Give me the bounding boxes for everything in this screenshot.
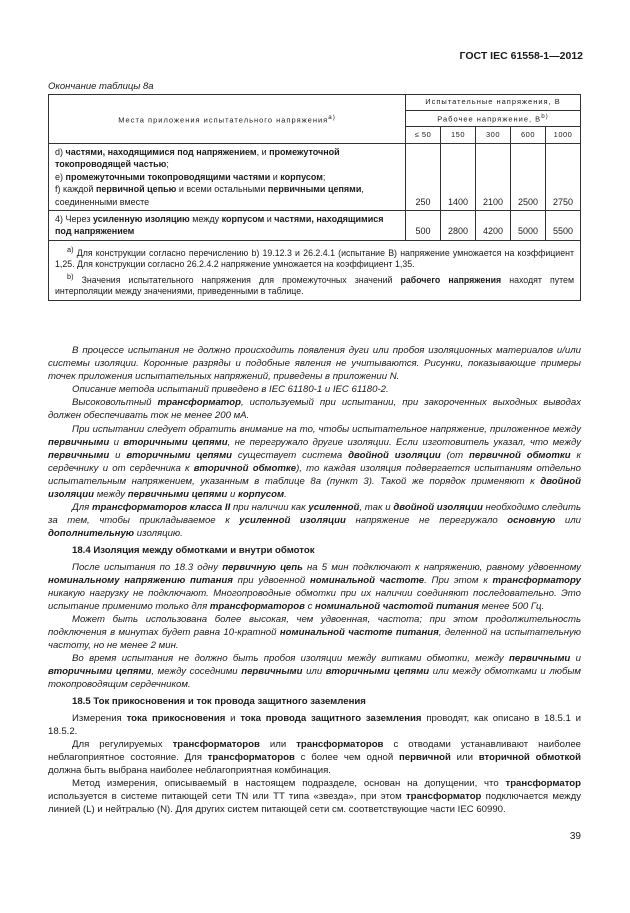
standard-id: ГОСТ IEC 61558-1—2012 — [459, 50, 583, 62]
paragraph: Может быть использована более высокая, чем удвоенная, частота; при этом продолжительность подключения в минутах будет равна 10-кратной номинальной частоте питания, деленной на испытательную частоту, но не менее 2 мин. — [48, 613, 581, 652]
value-cell: 5500 — [546, 211, 581, 241]
value-cell: 2100 — [476, 144, 511, 211]
table-row — [49, 211, 581, 241]
value-cell: 5000 — [511, 211, 546, 241]
value-cell: 1400 — [441, 144, 476, 211]
paragraph: Метод измерения, описываемый в настоящем подразделе, основан на допущении, что трансформатор используется в системе питающей сети TN или TT типа «звезда», при этом трансформатор подключается между линией (L) и нейтралью (N). Для других систем питающей сети см. соответствующие части IEC 60990. — [48, 778, 581, 816]
table-notes-row — [49, 240, 581, 300]
voltage-col-header: 300 — [476, 127, 511, 144]
section-heading-18-5: 18.5 Ток прикосновения и ток провода защитного заземления — [72, 696, 366, 708]
body-text — [48, 344, 581, 816]
paragraph: Для регулируемых трансформаторов или трансформаторов с отводами устанавливают наиболее неблагоприятное состояние. Для трансформаторов с более чем одной первичной или вторичной обмоткой должна быть выбрана наиболее неблагоприятная комбинация. — [48, 738, 581, 776]
paragraph: В процессе испытания не должно происходить появления дуги или пробоя изоляционных материалов и/или системы изоляции. Коронные разряды и подобные явления не учитываются. Рисунки, показывающие примеры точек приложения испытательных напряжений, приведены в приложении N. — [48, 345, 581, 383]
voltage-col-header: ≤ 50 — [406, 127, 441, 144]
paragraph: Во время испытания не должно быть пробоя изоляции между витками обмотки, между первичными и вторичными цепями, между соседними первичными или вторичными цепями или между обмотками и любым токопроводящим сердечником. — [48, 653, 581, 691]
paragraph: При испытании следует обратить внимание на то, чтобы испытательное напряжение, приложенное между первичными и вторичными цепями, не перегружало другие изоляции. Если изготовитель указал, что между первичными и вторичными цепями существует система двойной изоляции (от первичной обмотки к сердечнику и от сердечника к вторичной обмотке), то каждая изоляция подвергается испытаниям отдельно испытательным напряжением, указанным в таблице 8а (пункт 3). Такой же порядок применяют к двойной изоляции между первичными цепями и корпусом. — [48, 423, 581, 501]
value-cell: 4200 — [476, 211, 511, 241]
table-notes: $^{a)}$ Для конструкции согласно перечислению b) 19.12.3 и 26.2.4.1 (испытание В) напряжение умножается на коэффициент 1,25. Для конструкции согласно 26.2.4.2 напряжение умножается на коэффициент 1,35. $^{b)}$ Значения испытательного напряжения для промежуточных значений рабочего напряжения находят путем интерполяции между значениями, приведенными в таблице. — [49, 240, 581, 300]
value-cell: 250 — [406, 144, 441, 211]
value-cell: 2750 — [546, 144, 581, 211]
paragraph: Описание метода испытаний приведено в IEC 61180-1 и IEC 61180-2. — [72, 384, 389, 396]
value-cell: 2800 — [441, 211, 476, 241]
row1-description: d) частями, находящимися под напряжением, и промежуточной токопроводящей частью; e) промежуточными токопроводящими частями и корпусом; f) каждой первичной цепью и всеми остальными первичными цепями, соединенными вместе — [49, 144, 406, 211]
paragraph: Высоковольтный трансформатор, используемый при испытании, при закороченных выходных выводах должен обеспечивать ток не менее 200 мА. — [48, 397, 581, 422]
table-caption: Окончание таблицы 8а — [48, 81, 154, 92]
voltage-col-header: 600 — [511, 127, 546, 144]
section-heading-18-4: 18.4 Изоляция между обмотками и внутри обмоток — [72, 545, 315, 557]
test-voltage-table — [48, 94, 581, 301]
row2-description: 4) Через усиленную изоляцию между корпусом и частями, находящимися под напряжением — [49, 211, 406, 241]
paragraph: Измерения тока прикосновения и тока провода защитного заземления проводят, как описано в 18.5.1 и 18.5.2. — [48, 712, 581, 737]
value-cell: 2500 — [511, 144, 546, 211]
voltage-col-header: 1000 — [546, 127, 581, 144]
paragraph: После испытания по 18.3 одну первичную цепь на 5 мин подключают к напряжению, равному удвоенному номинальному напряжению питания при удвоенной номинальной частоте. При этом к трансформатору никакую нагрузку не подключают. Многопроводные обмотки при их наличии соединяют последовательно. Это испытание применимо только для трансформаторов с номинальной частотой питания менее 500 Гц. — [48, 561, 581, 612]
col-places-header: Места приложения испытательного напряжения$^{a)}$ — [49, 95, 406, 144]
page-number: 39 — [569, 831, 581, 842]
value-cell: 500 — [406, 211, 441, 241]
col-test-voltage-header: Испытательные напряжения, В — [406, 95, 581, 111]
table-row — [49, 144, 581, 211]
col-working-voltage-header: Рабочее напряжение, $В^{b)}$ — [406, 111, 581, 127]
paragraph: Для трансформаторов класса II при наличии как усиленной, так и двойной изоляции необходимо следить за тем, чтобы прикладываемое к усиленной изоляции напряжение не перегружало основную или дополнительную изоляцию. — [48, 502, 581, 540]
voltage-col-header: 150 — [441, 127, 476, 144]
